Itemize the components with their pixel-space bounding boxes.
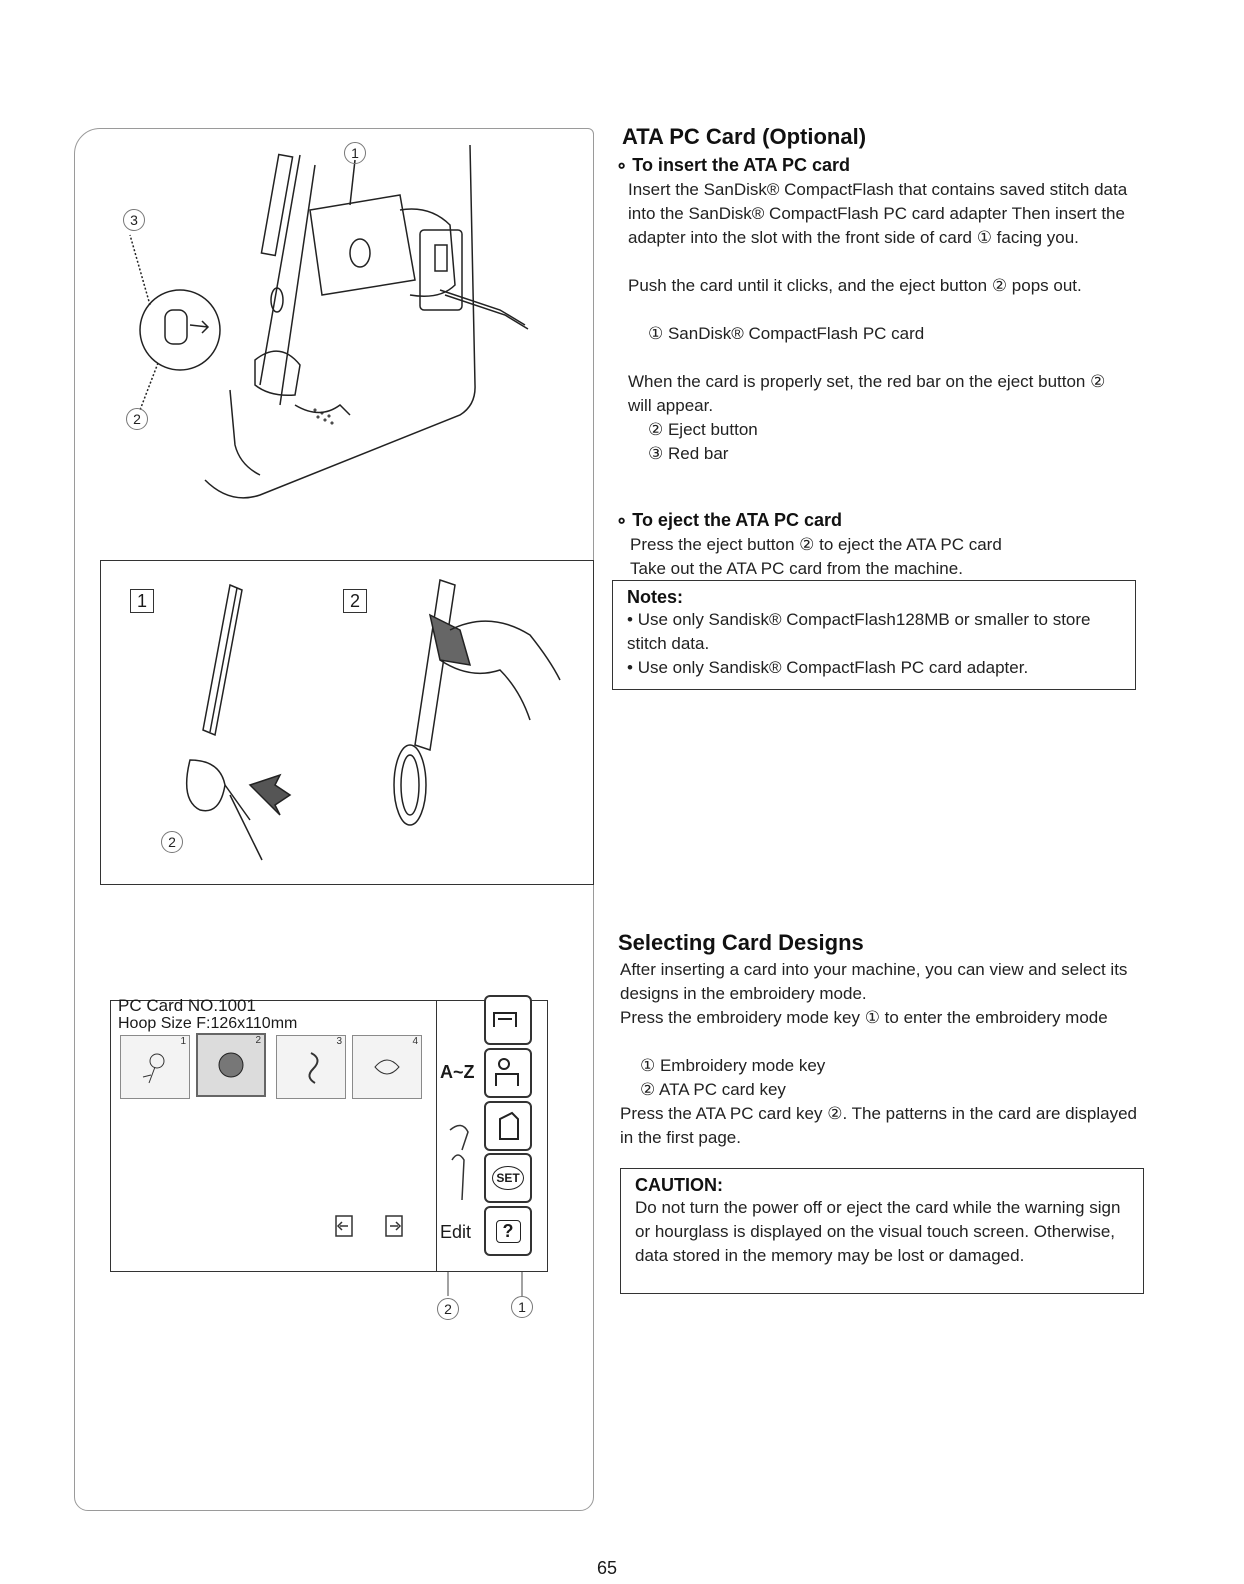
card-slot: [261, 155, 292, 256]
design-thumb-4[interactable]: 4: [352, 1035, 422, 1099]
step-1-label: 1: [130, 589, 154, 613]
page-number: 65: [597, 1558, 618, 1578]
insert-heading: ∘ To insert the ATA PC card: [616, 155, 850, 175]
leaf-design-icon: [367, 1047, 407, 1087]
hoop-key[interactable]: [484, 1101, 532, 1151]
help-key[interactable]: ?: [484, 1206, 532, 1256]
selecting-title: Selecting Card Designs: [618, 930, 864, 955]
page-nav-icons: [330, 1212, 430, 1242]
card-insert-illustration: [110, 135, 590, 535]
design-thumb-2[interactable]: 2: [196, 1033, 266, 1097]
legend-card: ① SanDisk® CompactFlash PC card: [648, 324, 925, 343]
press-arrow: [250, 775, 290, 815]
caution-box: [620, 1168, 1144, 1294]
eject-button-step2: [394, 745, 426, 825]
eject-paragraph-2: Take out the ATA PC card from the machine.: [630, 559, 963, 578]
legend-red-bar: ③ Red bar: [648, 444, 729, 463]
eject-steps-illustration: [110, 570, 590, 870]
note-1: • Use only Sandisk® CompactFlash128MB or smaller to store stitch data.: [627, 610, 1091, 653]
step-2-label: 2: [343, 589, 367, 613]
notes-box: [612, 580, 1136, 690]
design-thumb-3[interactable]: 3: [276, 1035, 346, 1099]
callout-lcd-1: 1: [511, 1296, 533, 1318]
insert-paragraph-2: Push the card until it clicks, and the eject button ② pops out.: [628, 276, 1082, 295]
callout-lcd-2: 2: [437, 1298, 459, 1320]
embroidery-mode-key[interactable]: [484, 995, 532, 1045]
callout-3: 3: [123, 209, 145, 231]
eject-button-step1: [187, 760, 225, 811]
selecting-paragraph-3: Press the ATA PC card key ②. The patterns in the card are displayed in the first page.: [620, 1104, 1137, 1147]
az-key[interactable]: A~Z: [440, 1062, 475, 1082]
callout-2-middle: 2: [161, 831, 183, 853]
caution-title: CAUTION:: [635, 1175, 723, 1195]
card-step1: [203, 585, 242, 735]
ata-card-key[interactable]: [484, 1048, 532, 1098]
design-thumb-1[interactable]: 1: [120, 1035, 190, 1099]
note-2: • Use only Sandisk® CompactFlash PC card adapter.: [627, 658, 1029, 677]
eject-button-detail: [140, 290, 220, 370]
insert-paragraph-3: When the card is properly set, the red bar on the eject button ② will appear.: [628, 372, 1106, 415]
legend-eject-button: ② Eject button: [648, 420, 758, 439]
flower-design-icon: [135, 1047, 175, 1087]
legend-ata-key: ② ATA PC card key: [640, 1080, 786, 1099]
notes-title: Notes:: [627, 587, 684, 607]
seahorse-design-icon: [291, 1047, 331, 1087]
selecting-paragraph-1: After inserting a card into your machine, you can view and select its designs in the embroidery mode.: [620, 960, 1128, 1003]
card-machine-icon: [490, 1056, 526, 1090]
hand-card-icon: [490, 1109, 526, 1143]
lcd-card-title: PC Card NO.1001: [118, 996, 256, 1015]
lcd-hoop-size: Hoop Size F:126x110mm: [118, 1015, 298, 1032]
eject-heading: ∘ To eject the ATA PC card: [616, 510, 842, 530]
selecting-paragraph-2: Press the embroidery mode key ① to enter the embroidery mode: [620, 1008, 1108, 1027]
ata-title: ATA PC Card (Optional): [622, 124, 867, 149]
machine-body-outline: [205, 145, 475, 498]
callout-1: 1: [344, 142, 366, 164]
insert-paragraph-1: Insert the SanDisk® CompactFlash that contains saved stitch data into the SanDisk® CompactFlash PC card adapter Then insert the adapter into the slot with the front side of card ① facing you.: [628, 180, 1128, 247]
pc-card: [310, 195, 415, 295]
edit-key[interactable]: Edit: [440, 1222, 472, 1242]
legend-embroidery-key: ① Embroidery mode key: [640, 1056, 826, 1075]
chrysanthemum-design-icon: [209, 1043, 253, 1087]
caution-text: Do not turn the power off or eject the card while the warning sign or hourglass is displayed on the visual touch screen. Otherwise, data stored in the memory may be lost or damaged.: [635, 1198, 1121, 1265]
finger-pressing-icon: [432, 1120, 482, 1210]
sewing-machine-icon: [490, 1005, 526, 1035]
set-key[interactable]: SET: [484, 1153, 532, 1203]
callout-2: 2: [126, 408, 148, 430]
eject-paragraph-1: Press the eject button ② to eject the ATA PC card: [630, 535, 1002, 554]
